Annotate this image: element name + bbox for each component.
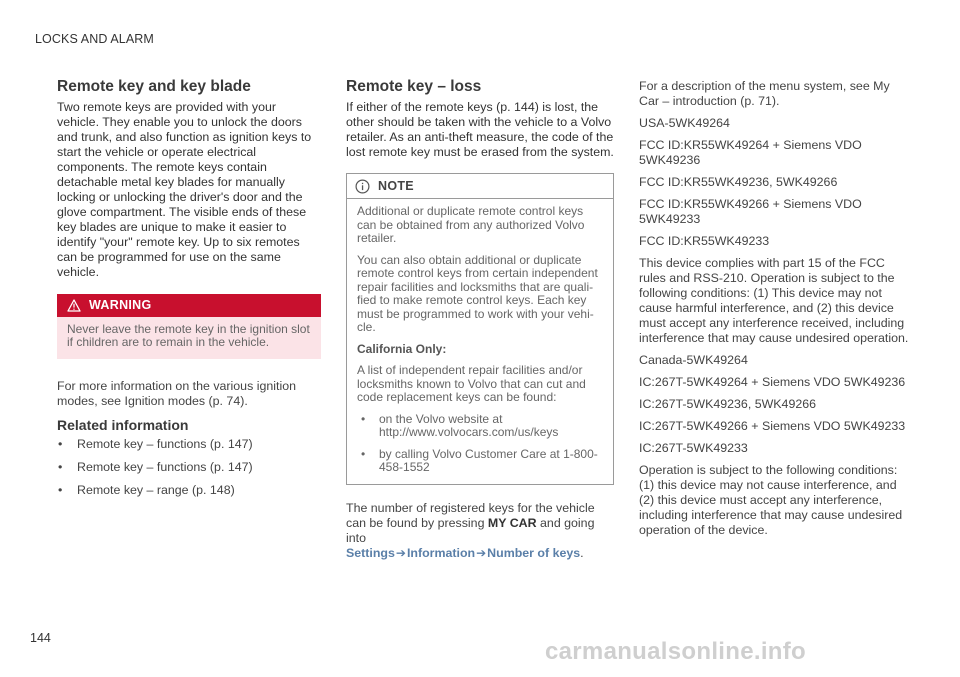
regulatory-line: FCC ID:KR55WK49264 + Siemens VDO 5WK49236 bbox=[639, 138, 862, 167]
regulatory-line: FCC ID:KR55WK49236, 5WK49266 bbox=[639, 175, 838, 189]
warning-triangle-icon bbox=[67, 299, 81, 312]
menu-item-information: Information bbox=[406, 545, 476, 560]
loss-intro-paragraph: If either of the remote keys (p. 144) is lost, the other should be taken with the vehicle to a Volvo retailer. As an anti-theft measure, the code of the lost remote key must be erased from the system. bbox=[346, 100, 614, 159]
arrow-right-icon: ➔ bbox=[476, 545, 487, 560]
registered-keys-text: The number of registered keys for the vehicle can be found by pressing bbox=[346, 500, 595, 530]
info-icon bbox=[355, 179, 370, 194]
related-information-list bbox=[57, 437, 321, 498]
watermark-text: carmanualsonline.info bbox=[545, 638, 807, 665]
warning-label: WARNING bbox=[89, 298, 152, 312]
note-header bbox=[347, 174, 613, 199]
warning-box bbox=[57, 294, 321, 359]
california-only-label: California Only: bbox=[357, 341, 447, 356]
regulatory-line: IC:267T-5WK49236, 5WK49266 bbox=[639, 397, 817, 411]
page-number: 144 bbox=[30, 631, 51, 645]
menu-path bbox=[346, 546, 580, 561]
ignition-modes-reference[interactable]: For more information on the various ignition modes, see Ignition modes (p. 74). bbox=[57, 379, 296, 408]
column-remote-key-and-key-blade bbox=[57, 78, 321, 506]
note-paragraph: You can also obtain additional or duplicate remote control keys from certain independent repair facilities and locksmiths that are qualified to make remote control keys. Each key must be programmed to work with your vehicle. bbox=[357, 252, 598, 334]
regulatory-line: IC:267T-5WK49233 bbox=[639, 441, 748, 455]
note-label: NOTE bbox=[378, 178, 414, 193]
note-paragraph: A list of independent repair facilities and/or locksmiths known to Volvo that can cut and code replacement keys can be found: bbox=[357, 363, 586, 404]
related-link[interactable]: • Remote key – functions (p. 147) bbox=[57, 437, 321, 452]
note-bullet-list bbox=[357, 413, 601, 475]
regulatory-line: IC:267T-5WK49266 + Siemens VDO 5WK49233 bbox=[639, 419, 906, 433]
regulatory-line: Canada-5WK49264 bbox=[639, 353, 748, 367]
section-title-remote-key-loss: Remote key – loss bbox=[346, 78, 482, 95]
note-body bbox=[347, 199, 613, 484]
warning-header bbox=[57, 294, 321, 317]
column-remote-key-loss bbox=[346, 78, 614, 569]
section-header: LOCKS AND ALARM bbox=[35, 32, 154, 46]
note-paragraph: Additional or duplicate remote control keys can be obtained from any authorized Volvo retailer. bbox=[357, 204, 585, 245]
regulatory-line: FCC ID:KR55WK49233 bbox=[639, 234, 770, 248]
menu-system-reference[interactable]: For a description of the menu system, see My Car – introduction (p. 71). bbox=[639, 79, 890, 108]
warning-text: Never leave the remote key in the ignition slot if children are to remain in the vehicle. bbox=[67, 322, 310, 349]
arrow-right-icon: ➔ bbox=[395, 545, 406, 560]
related-link[interactable]: • Remote key – range (p. 148) bbox=[57, 483, 321, 498]
note-bullet-website[interactable]: • on the Volvo website at http://www.volvocars.com/us/keys bbox=[357, 413, 601, 440]
my-car-button-label: MY CAR bbox=[487, 515, 537, 530]
regulatory-line: IC:267T-5WK49264 + Siemens VDO 5WK49236 bbox=[639, 375, 906, 389]
related-information-title: Related information bbox=[57, 417, 189, 433]
section-title-remote-key: Remote key and key blade bbox=[57, 78, 251, 95]
registered-keys-paragraph bbox=[346, 501, 614, 561]
regulatory-line: USA-5WK49264 bbox=[639, 116, 730, 130]
intro-paragraph: Two remote keys are provided with your vehicle. They enable you to unlock the doors and trunk, and also function as ignition keys to start the vehicle or operate electrical components. The remote keys contain detachable metal key blades for manually locking or unlocking the driver's door and the glove compartment. The visible ends of these key blades are unique to make it easier to identify "your" remote key. Up to six remotes can be programmed for use on the same vehicle. bbox=[57, 100, 312, 279]
note-box bbox=[346, 173, 614, 485]
menu-item-number-of-keys: Number of keys bbox=[487, 545, 581, 560]
regulatory-line: FCC ID:KR55WK49266 + Siemens VDO 5WK49233 bbox=[639, 197, 862, 226]
column-regulatory-info bbox=[639, 79, 909, 545]
ic-compliance-paragraph: Operation is subject to the following conditions: (1) this device may not cause interference, and (2) this device must accept any interference, including interference that may cause undesired operation of the device. bbox=[639, 463, 903, 537]
note-bullet-phone: • by calling Volvo Customer Care at 1-800-458-1552 bbox=[357, 448, 601, 475]
menu-path-period: . bbox=[580, 545, 584, 560]
registered-keys-text-end: and going into bbox=[346, 515, 595, 545]
menu-item-settings: Settings bbox=[346, 545, 395, 560]
related-link[interactable]: • Remote key – functions (p. 147) bbox=[57, 460, 321, 475]
fcc-compliance-paragraph: This device complies with part 15 of the FCC rules and RSS-210. Operation is subject to the following conditions: (1) This device may not cause harmful interference, and (2) this device must accept any interference received, including interference that may cause undesired operation. bbox=[639, 256, 909, 345]
